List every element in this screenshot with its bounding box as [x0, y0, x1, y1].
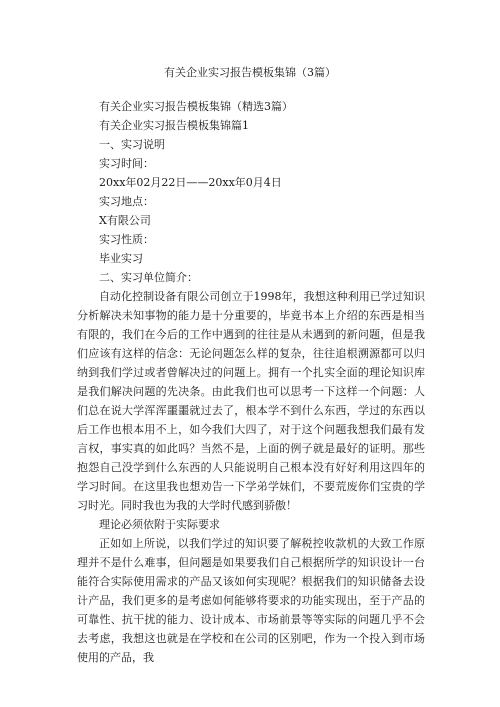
field-label: 实习性质： — [99, 233, 154, 246]
text-line: 有关企业实习报告模板集锦（精选3篇） — [99, 100, 293, 113]
field-label: 实习时间： — [99, 157, 154, 170]
document-body — [77, 97, 425, 667]
paragraph: 自动化控制设备有限公司创立于1998年，我想这种利用已学过知识分析解决未知事物的能力是十分重要的，毕竟书本上介绍的东西是相当有限的，我们在今后的工作中遇到的往往是从未遇到的新问题，但是我们应该有这样的信念：无论问题怎么样的复杂，往往追根溯源都可以归纳到我们学过或者曾解决过的问题上。拥有一个扎实全面的理论知识库是我们解决问题的先决条。由此我们也可以思考一下这样一个问题：人们总在说大学浑浑噩噩就过去了，根本学不到什么东西，学过的东西以后工作也根本用不上，如今我们大四了，对于这个问题我想我们最有发言权，事实真的如此吗？当然不是，上面的例子就是最好的证明。那些抱怨自己没学到什么东西的人只能说明自己根本没有好好利用这四年的学习时间。在这里我也想劝告一下学弟学妹们，不要荒废你们宝贵的学习时光。同时我也为我的大学时代感到骄傲！ — [77, 290, 425, 512]
paragraph: 正如如上所说，以我们学过的知识要了解税控收款机的大致工作原理并不是什么难事，但问题是如果要我们自己根据所学的知识设计一台能符合实际使用需求的产品又该如何实现呢？根据我们的知识储备去设计产品，我们更多的是考虑如何能够将要求的功能实现出，至于产品的可靠性、抗干扰的能力、设计成本、市场前景等等实际的问题几乎不会去考虑，我想这也就是在学校和在公司的区别吧，作为一个投入到市场使用的产品，我 — [77, 537, 425, 664]
section-heading: 二、实习单位简介： — [99, 271, 198, 284]
document-title: 有关企业实习报告模板集锦（3篇） — [164, 66, 336, 79]
field-value: X有限公司 — [99, 214, 151, 227]
section-heading: 一、实习说明 — [99, 138, 165, 151]
subheading: 理论必须依附于实际要求 — [99, 518, 220, 531]
field-label: 实习地点： — [99, 195, 154, 208]
field-value: 毕业实习 — [99, 252, 143, 265]
field-value: 20xx年02月22日——20xx年0月4日 — [99, 176, 282, 189]
section-heading: 有关企业实习报告模板集锦篇1 — [99, 119, 249, 132]
